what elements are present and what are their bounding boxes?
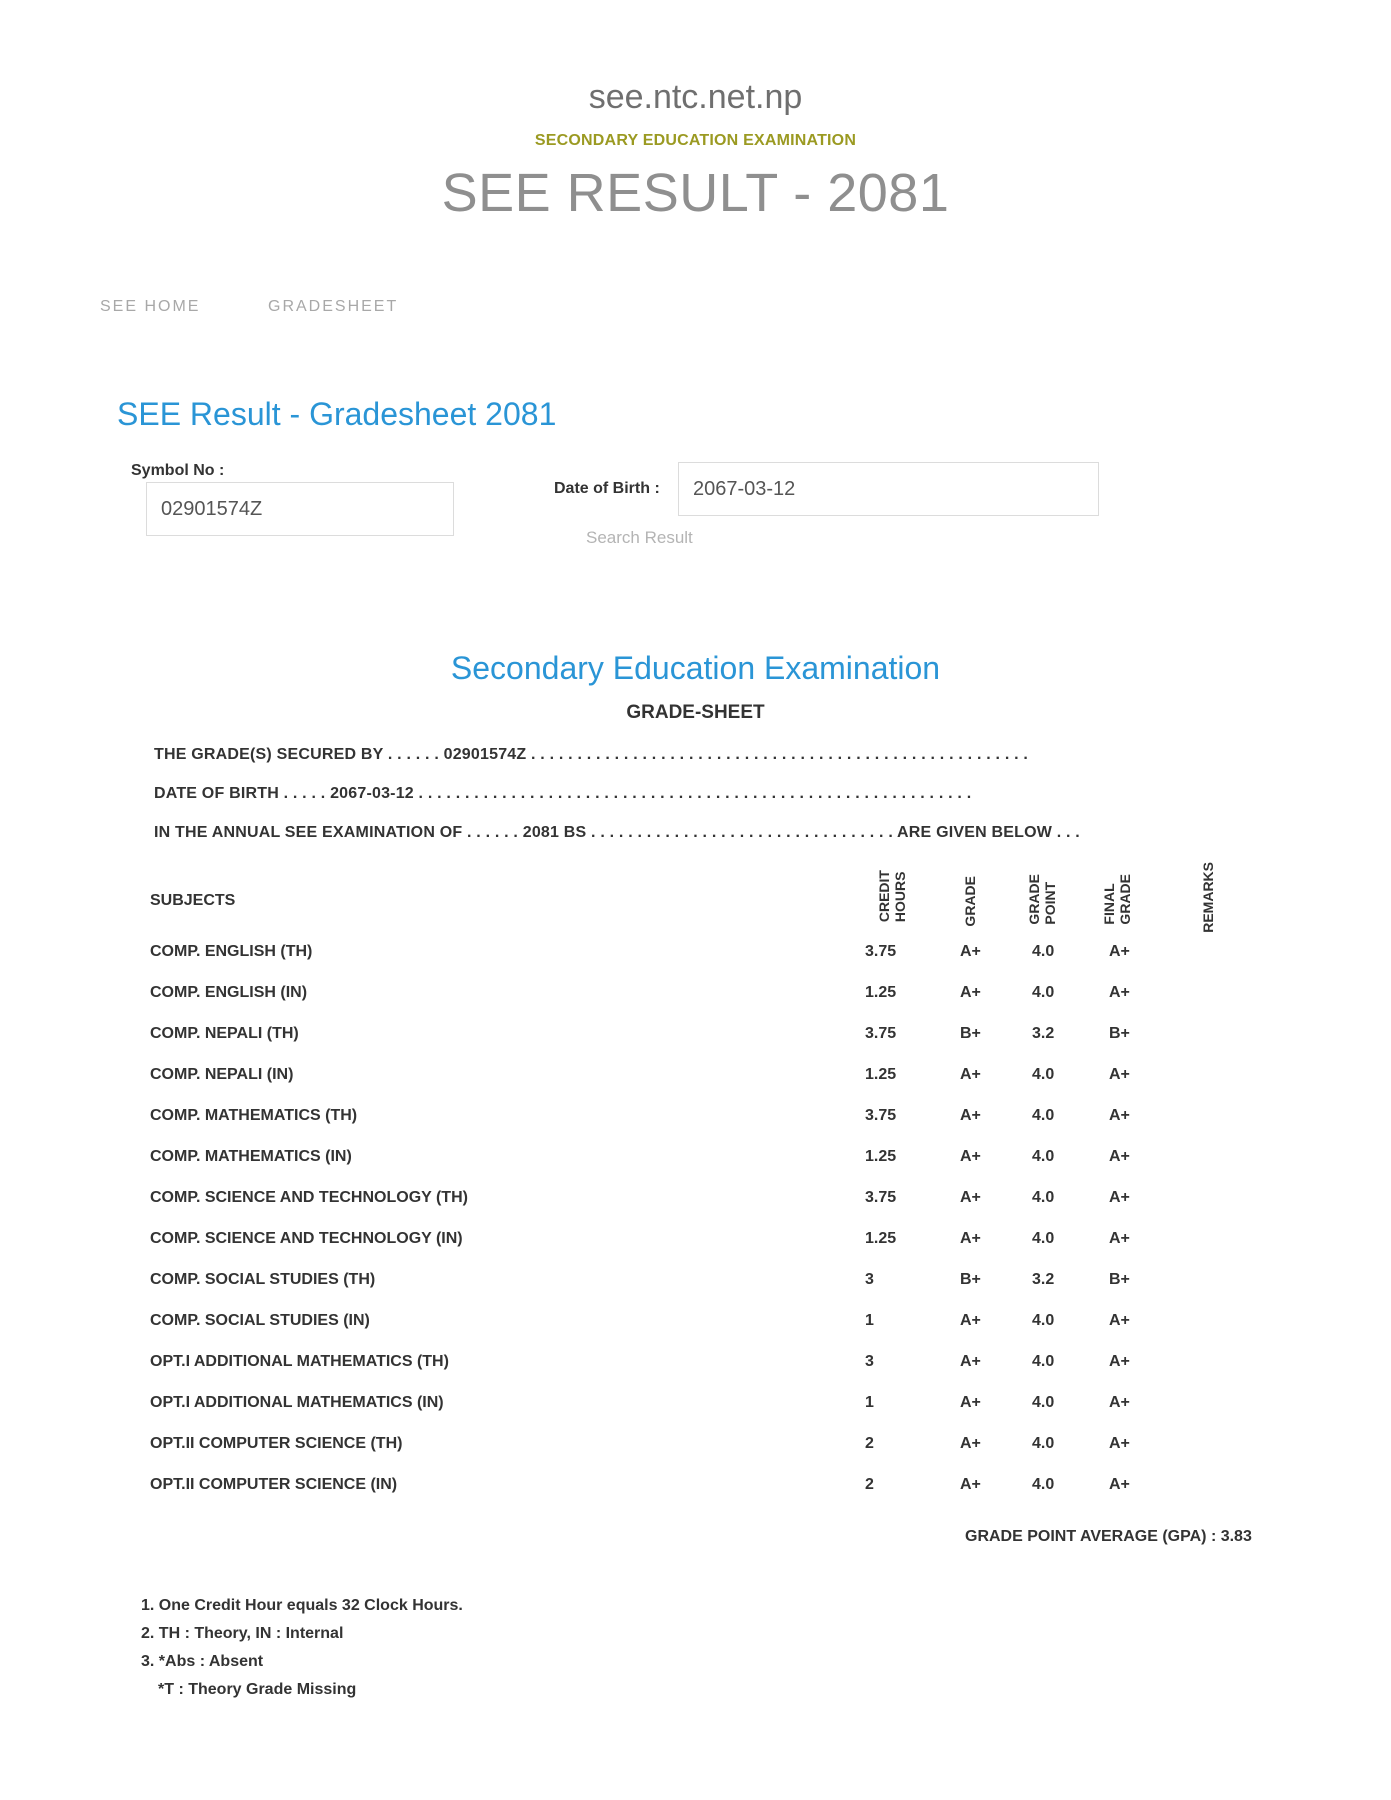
grade-header: GRADE [962,876,978,927]
grade-cell: A+ [960,1353,981,1370]
final-grade-cell: A+ [1109,1312,1130,1329]
final-grade-cell: A+ [1109,984,1130,1001]
symbol-no-input[interactable] [146,482,454,536]
exam-kicker: SECONDARY EDUCATION EXAMINATION [534,132,857,149]
subject-cell: COMP. SOCIAL STUDIES (IN) [150,1312,370,1329]
table-row [0,984,1391,1024]
dob-line [154,785,971,803]
table-row [0,1107,1391,1147]
credit-cell: 3 [865,1353,874,1370]
grade-point-cell: 4.0 [1032,1312,1055,1329]
grade-cell: A+ [960,1435,981,1452]
final-grade-cell: A+ [1109,1394,1130,1411]
table-row [0,1230,1391,1270]
grade-cell: A+ [960,1394,981,1411]
grade-cell: A+ [960,1230,981,1247]
grade-point-cell: 4.0 [1032,1189,1055,1206]
gradesheet-title: Secondary Education Examination [450,650,941,686]
note-item: 2. TH : Theory, IN : Internal [141,1625,344,1642]
grade-cell: B+ [960,1025,981,1042]
dob-label: Date of Birth : [554,480,660,497]
remarks-header: REMARKS [1200,862,1216,933]
final-grade-header-1: FINAL [1101,883,1117,925]
dob-line-prefix: DATE OF BIRTH . . . . . [154,785,331,802]
subject-cell: OPT.I ADDITIONAL MATHEMATICS (IN) [150,1394,444,1411]
table-row [0,1271,1391,1311]
grade-cell: A+ [960,1312,981,1329]
dob-line-suffix: . . . . . . . . . . . . . . . . . . . . . . . . . . . . . . . . . . . . . . . . . . . . . . . . . . . . . . . . . . . . [413,785,972,802]
secured-by-prefix: THE GRADE(S) SECURED BY . . . . . . [154,746,444,763]
exam-year-value: 2081 BS [522,824,587,841]
credit-cell: 1 [865,1394,874,1411]
grade-point-cell: 4.0 [1032,1148,1055,1165]
grade-point-cell: 3.2 [1032,1271,1055,1288]
final-grade-header-2: GRADE [1117,874,1133,925]
credit-cell: 2 [865,1476,874,1493]
form-title: SEE Result - Gradesheet 2081 [117,396,557,432]
subject-cell: COMP. SCIENCE AND TECHNOLOGY (TH) [150,1189,468,1206]
result-title: SEE RESULT - 2081 [441,163,950,223]
table-row [0,1476,1391,1516]
grade-point-header-2: POINT [1042,881,1058,925]
note-item: *T : Theory Grade Missing [158,1681,357,1698]
grade-point-header-1: GRADE [1026,874,1042,925]
final-grade-cell: A+ [1109,943,1130,960]
grade-point-cell: 4.0 [1032,1394,1055,1411]
table-row [0,1353,1391,1393]
exam-year-suffix: . . . . . . . . . . . . . . . . . . . . . . . . . . . . . . . . . ARE GIVEN BELOW . . . [586,824,1080,841]
credit-cell: 1.25 [865,1230,897,1247]
credit-cell: 3 [865,1271,874,1288]
search-result-button[interactable]: Search Result [586,528,693,547]
subject-cell: COMP. SOCIAL STUDIES (TH) [150,1271,376,1288]
grade-point-cell: 4.0 [1032,1476,1055,1493]
subject-cell: COMP. MATHEMATICS (IN) [150,1148,352,1165]
final-grade-cell: A+ [1109,1435,1130,1452]
credit-hours-header-1: CREDIT [876,870,892,923]
table-row [0,1312,1391,1352]
credit-hours-header [876,870,908,922]
credit-cell: 1.25 [865,1066,897,1083]
grade-cell: A+ [960,984,981,1001]
grade-cell: B+ [960,1271,981,1288]
grade-cell: A+ [960,1476,981,1493]
exam-year-prefix: IN THE ANNUAL SEE EXAMINATION OF . . . . . . [154,824,523,841]
final-grade-cell: A+ [1109,1066,1130,1083]
subjects-header: SUBJECTS [150,892,236,909]
grade-cell: A+ [960,943,981,960]
final-grade-cell: B+ [1109,1271,1130,1288]
subject-cell: COMP. ENGLISH (TH) [150,943,313,960]
grade-cell: A+ [960,1189,981,1206]
final-grade-header [1101,874,1133,925]
table-row [0,1189,1391,1229]
subject-cell: COMP. SCIENCE AND TECHNOLOGY (IN) [150,1230,463,1247]
credit-cell: 1.25 [865,984,897,1001]
subject-cell: OPT.I ADDITIONAL MATHEMATICS (TH) [150,1353,449,1370]
grade-point-cell: 4.0 [1032,1435,1055,1452]
table-row [0,1066,1391,1106]
table-row [0,1148,1391,1188]
note-item: 3. *Abs : Absent [141,1653,264,1670]
nav-gradesheet-link[interactable]: GRADESHEET [268,298,399,315]
grade-point-header [1026,874,1058,925]
credit-hours-header-2: HOURS [892,871,908,923]
grade-point-cell: 3.2 [1032,1025,1055,1042]
grade-point-cell: 4.0 [1032,1353,1055,1370]
secured-by-line [154,746,1028,764]
grade-point-cell: 4.0 [1032,1066,1055,1083]
secured-by-suffix: . . . . . . . . . . . . . . . . . . . . . . . . . . . . . . . . . . . . . . . . . . . . . . . . . . . . . . [526,746,1029,763]
grade-cell: A+ [960,1148,981,1165]
grade-cell: A+ [960,1107,981,1124]
grade-point-cell: 4.0 [1032,1107,1055,1124]
final-grade-cell: B+ [1109,1025,1130,1042]
credit-cell: 2 [865,1435,874,1452]
final-grade-cell: A+ [1109,1353,1130,1370]
grade-point-cell: 4.0 [1032,984,1055,1001]
gradesheet-subtitle: GRADE-SHEET [626,702,765,723]
credit-cell: 3.75 [865,1189,897,1206]
credit-cell: 3.75 [865,1107,897,1124]
gpa-summary: GRADE POINT AVERAGE (GPA) : 3.83 [965,1528,1252,1545]
subject-cell: OPT.II COMPUTER SCIENCE (TH) [150,1435,403,1452]
site-url: see.ntc.net.np [588,78,803,116]
subject-cell: OPT.II COMPUTER SCIENCE (IN) [150,1476,398,1493]
credit-cell: 1.25 [865,1148,897,1165]
final-grade-cell: A+ [1109,1189,1130,1206]
grade-point-cell: 4.0 [1032,1230,1055,1247]
table-row [0,943,1391,983]
subject-cell: COMP. MATHEMATICS (TH) [150,1107,358,1124]
nav-see-home-link[interactable]: SEE HOME [100,298,201,315]
table-row [0,1394,1391,1434]
table-row [0,1025,1391,1065]
final-grade-cell: A+ [1109,1107,1130,1124]
grade-cell: A+ [960,1066,981,1083]
dob-line-value: 2067-03-12 [330,785,414,802]
table-row [0,1435,1391,1475]
notes-list [141,1592,463,1704]
credit-cell: 3.75 [865,943,897,960]
final-grade-cell: A+ [1109,1148,1130,1165]
symbol-no-label: Symbol No : [131,462,225,479]
subject-cell: COMP. NEPALI (TH) [150,1025,299,1042]
final-grade-cell: A+ [1109,1476,1130,1493]
secured-by-value: 02901574Z [443,746,527,763]
dob-input[interactable] [678,462,1099,516]
grade-point-cell: 4.0 [1032,943,1055,960]
subject-cell: COMP. ENGLISH (IN) [150,984,308,1001]
credit-cell: 1 [865,1312,874,1329]
exam-year-line [154,824,1080,842]
final-grade-cell: A+ [1109,1230,1130,1247]
credit-cell: 3.75 [865,1025,897,1042]
subject-cell: COMP. NEPALI (IN) [150,1066,294,1083]
note-item: 1. One Credit Hour equals 32 Clock Hours. [141,1597,463,1614]
